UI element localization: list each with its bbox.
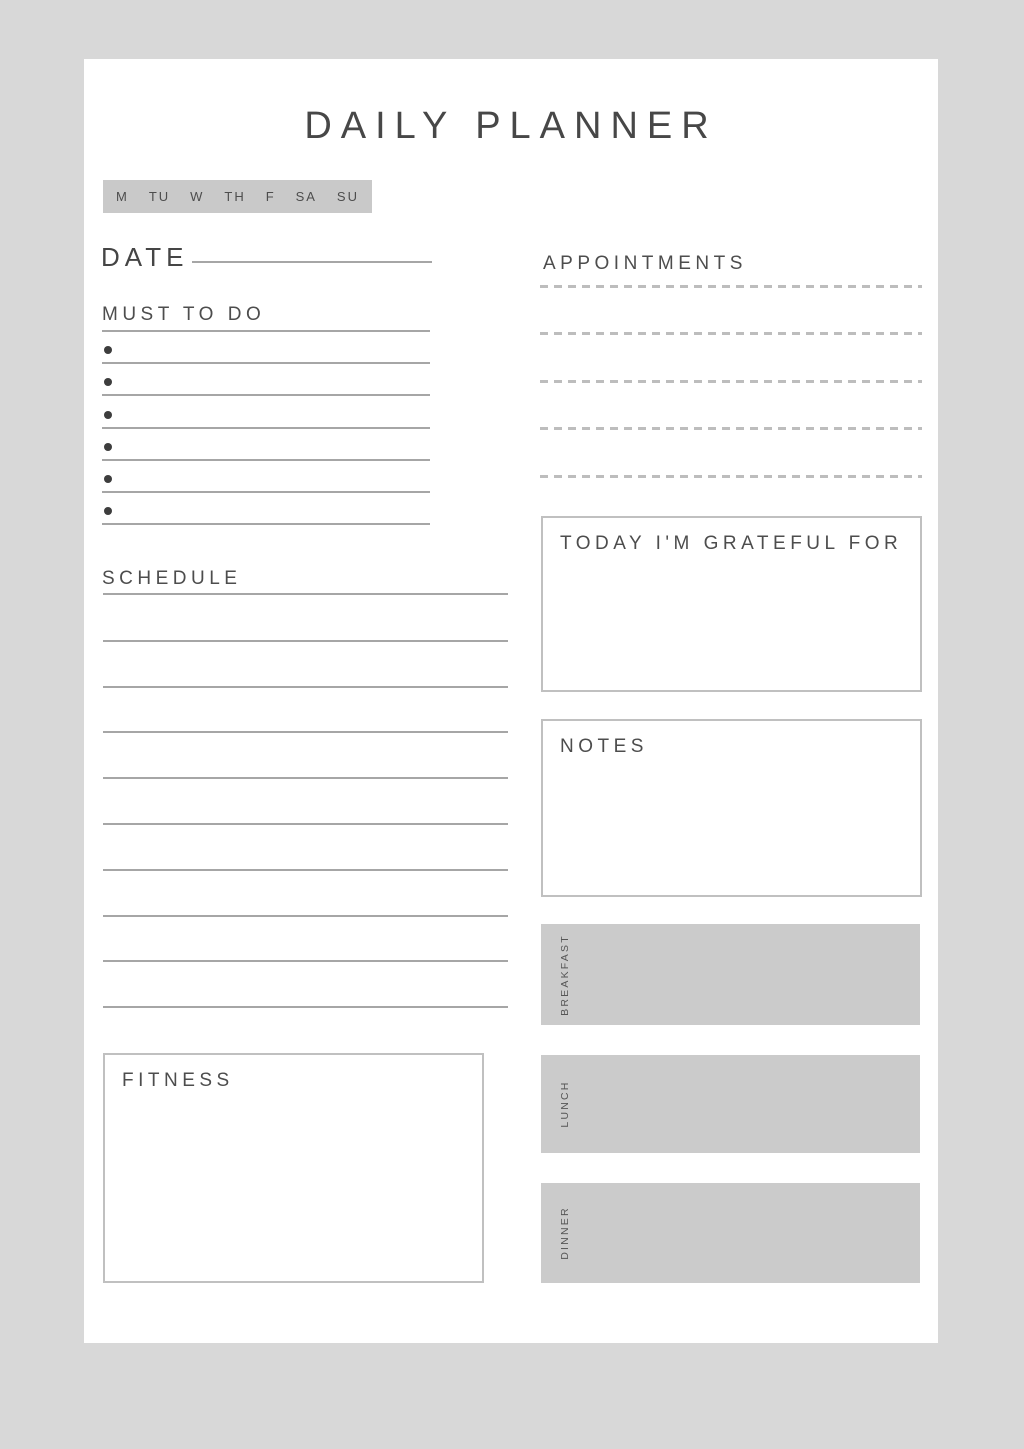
schedule-list xyxy=(103,596,508,1008)
appointment-line[interactable] xyxy=(540,335,922,383)
schedule-line[interactable] xyxy=(103,779,508,825)
day-chip[interactable]: TH xyxy=(224,189,246,204)
schedule-line[interactable] xyxy=(103,733,508,779)
todo-line[interactable] xyxy=(102,364,430,396)
schedule-line[interactable] xyxy=(103,871,508,917)
schedule-line[interactable] xyxy=(103,962,508,1008)
schedule-line[interactable] xyxy=(103,825,508,871)
dinner-box[interactable] xyxy=(541,1183,920,1283)
day-chip[interactable]: W xyxy=(190,189,205,204)
date-input-line[interactable] xyxy=(192,261,432,263)
notes-box[interactable] xyxy=(541,719,922,897)
day-chip[interactable]: TU xyxy=(148,189,171,204)
grateful-box[interactable] xyxy=(541,516,922,692)
todo-line[interactable] xyxy=(102,429,430,461)
day-chip[interactable]: F xyxy=(265,189,276,204)
fitness-box[interactable] xyxy=(103,1053,484,1283)
lunch-label: LUNCH xyxy=(559,1080,571,1128)
date-label: DATE xyxy=(101,242,189,272)
notes-header: NOTES xyxy=(560,736,648,757)
appointment-line[interactable] xyxy=(540,240,922,288)
schedule-line[interactable] xyxy=(103,642,508,688)
schedule-header: SCHEDULE xyxy=(102,568,242,589)
breakfast-label: BREAKFAST xyxy=(559,933,571,1016)
day-chip[interactable]: M xyxy=(116,189,129,204)
dinner-label: DINNER xyxy=(559,1206,571,1260)
day-chip[interactable]: SA xyxy=(295,189,317,204)
lunch-box[interactable] xyxy=(541,1055,920,1153)
page-title: DAILY PLANNER xyxy=(304,105,718,147)
planner-page xyxy=(84,59,938,1343)
fitness-header: FITNESS xyxy=(122,1070,234,1091)
appointment-line[interactable] xyxy=(540,430,922,478)
breakfast-box[interactable] xyxy=(541,924,920,1025)
schedule-line[interactable] xyxy=(103,596,508,642)
schedule-line[interactable] xyxy=(103,917,508,963)
todo-line[interactable] xyxy=(102,493,430,525)
schedule-underline xyxy=(103,593,508,595)
appointments-header: APPOINTMENTS xyxy=(543,253,747,274)
todo-line[interactable] xyxy=(102,332,430,364)
must-to-do-header: MUST TO DO xyxy=(102,304,266,325)
appointment-line[interactable] xyxy=(540,383,922,431)
todo-line[interactable] xyxy=(102,461,430,493)
appointment-line[interactable] xyxy=(540,288,922,336)
schedule-line[interactable] xyxy=(103,688,508,734)
day-selector xyxy=(103,180,372,213)
day-chip[interactable]: SU xyxy=(336,189,359,204)
must-to-do-list xyxy=(102,332,430,525)
appointments-list xyxy=(540,240,922,478)
grateful-header: TODAY I'M GRATEFUL FOR xyxy=(560,533,903,554)
todo-line[interactable] xyxy=(102,396,430,428)
